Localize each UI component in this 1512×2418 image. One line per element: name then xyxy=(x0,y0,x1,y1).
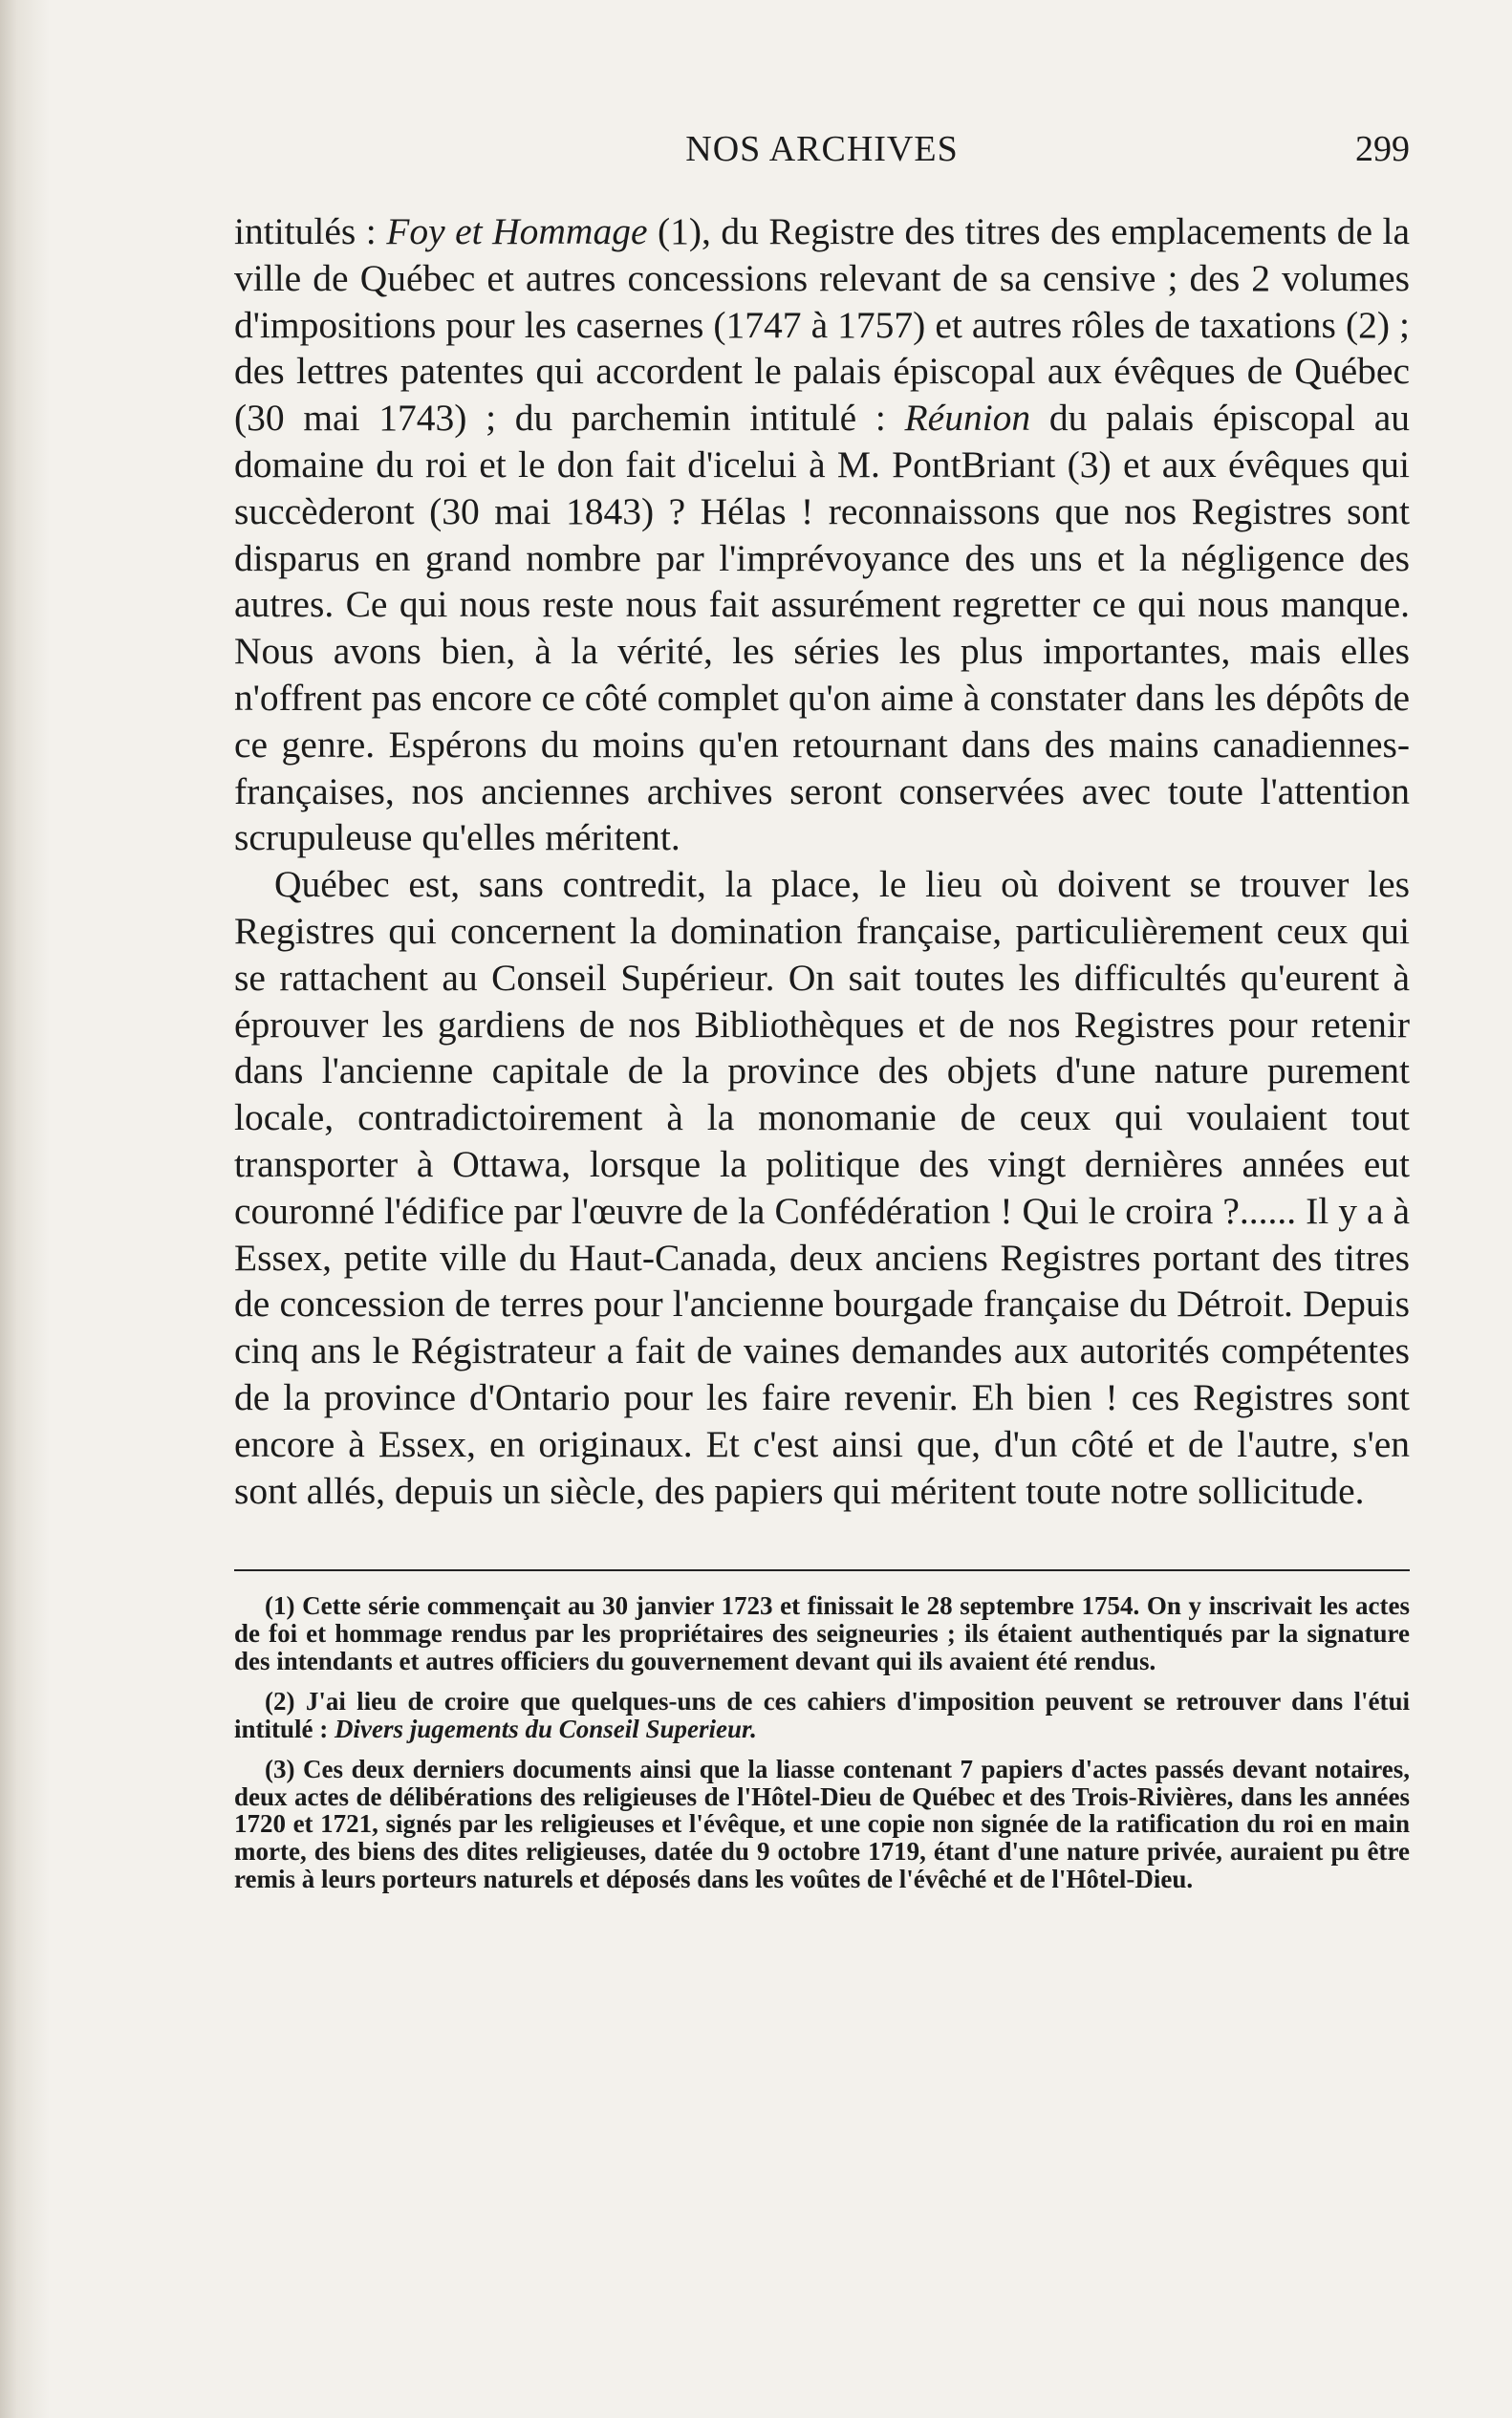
footnote-1: (1) Cette série commençait au 30 janvier 1723 et finissait le 28 septembre 1754. On y inscrivait les actes de foi et hommage rendus par les propriétaires des seigneuries ; ils étaient authentiqués par la signature des intendants et autres officiers du gouvernement devant qui ils avaient été rendus. xyxy=(234,1591,1410,1675)
footnote-2-italic: Divers jugements du Conseil Superieur. xyxy=(335,1714,757,1743)
paragraph-2: Québec est, sans contredit, la place, le lieu où doivent se trouver les Registres qui concernent la domination française, particulièrement ceux qui se rattachent au Conseil Supérieur. On sait toutes les difficultés qu'eurent à éprouver les gardiens de nos Bibliothèques et de nos Registres pour retenir dans l'ancienne capitale de la province des objets d'une nature purement locale, contradictoirement à la monomanie de ceux qui voulaient tout transporter à Ottawa, lorsque la politique des vingt dernières années eut couronné l'édifice par l'œuvre de la Confédération ! Qui le croira ?...... Il y a à Essex, petite ville du Haut-Canada, deux anciens Registres portant des titres de concession de terres pour l'ancienne bourgade française du Détroit. Depuis cinq ans le Régistrateur a fait de vaines demandes aux autorités compétentes de la province d'Ontario pour les faire revenir. Eh bien ! ces Registres sont encore à Essex, en originaux. Et c'est ainsi que, d'un côté et de l'autre, s'en sont allés, depuis un siècle, des papiers qui méritent toute notre sollicitude. xyxy=(234,863,1410,1512)
page-number: 299 xyxy=(1355,129,1410,169)
paragraph-1-italic-title-2: Réunion xyxy=(904,397,1031,440)
footnote-2-text: (2) J'ai lieu de croire que quelques-uns de ces cahiers d'imposition peuvent se retrouver dans l'étui intitulé : xyxy=(234,1687,1410,1743)
running-title: NOS ARCHIVES xyxy=(685,129,959,169)
paragraph-1-text-c: du palais épiscopal au domaine du roi et le don fait d'icelui à M. PontBriant (3) et aux évêques qui succèderont (30 mai 1843) ? Hélas ! reconnaissons que nos Registres sont disparus en grand nombre par l'imprévoyance des uns et la négligence des autres. Ce qui nous reste nous fait assurément regretter ce qui nous manque. Nous avons bien, à la vérité, les séries les plus importantes, mais elles n'offrent pas encore ce côté complet qu'on aime à constater dans les dépôts de ce genre. Espérons du moins qu'en retournant dans des mains canadiennes-françaises, nos anciennes archives seront conservées avec toute l'attention scrupuleuse qu'elles méritent. xyxy=(234,397,1410,859)
running-head xyxy=(234,122,1410,180)
footnote-2 xyxy=(234,1688,1410,1742)
footnote-3: (3) Ces deux derniers documents ainsi que la liasse contenant 7 papiers d'actes passés devant notaires, deux actes de délibérations des religieuses de l'Hôtel-Dieu de Québec et des Trois-Rivières, dans les années 1720 et 1721, signés par les religieuses et l'évêque, et une copie non signée de la ratification du roi en main morte, des biens des dites religieuses, datée du 9 octobre 1719, étant d'une nature privée, auraient pu être remis à leurs porteurs naturels et déposés dans les voûtes de l'évêché et de l'Hôtel-Dieu. xyxy=(234,1755,1410,1893)
page-binding-shadow xyxy=(0,0,50,2418)
paragraph-1-italic-title-1: Foy et Hommage xyxy=(386,210,648,252)
paragraph-1-text-a: intitulés : xyxy=(234,210,387,252)
paragraph-1-text-b: (1), du Registre des titres des emplacements de la ville de Québec et autres concessions relevant de sa censive ; des 2 volumes d'impositions pour les casernes (1747 à 1757) et autres rôles de taxations (2) ; des lettres patentes qui accordent le palais épiscopal aux évêques de Québec (30 mai 1743) ; du parchemin intitulé : xyxy=(234,210,1410,440)
paragraph-1 xyxy=(234,208,1410,861)
footnote-rule xyxy=(234,1569,1410,1571)
book-page xyxy=(234,122,1410,1906)
